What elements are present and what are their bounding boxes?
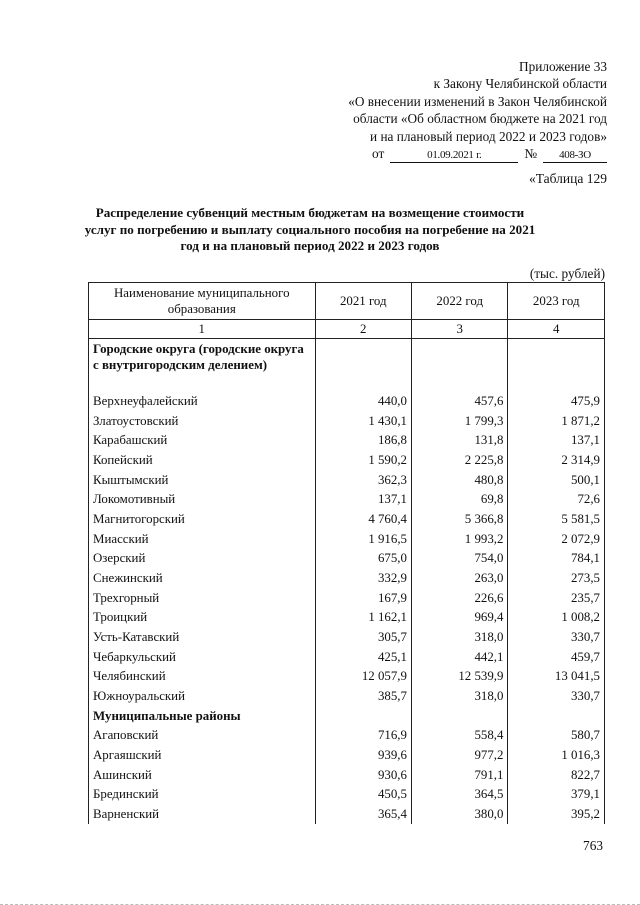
section-title: Городские округа (городские округа с внутригородским делением) [89, 339, 316, 392]
value-2023: 330,7 [508, 627, 605, 647]
column-header-2023: 2023 год [508, 283, 605, 320]
column-number: 2 [315, 320, 411, 339]
column-header-2022: 2022 год [411, 283, 507, 320]
value-2021: 365,4 [315, 804, 411, 824]
value-2021: 675,0 [315, 548, 411, 568]
column-number-row [89, 320, 605, 339]
table-reference: «Таблица 129 [529, 171, 607, 186]
value-2023: 580,7 [508, 725, 605, 745]
municipality-name: Златоустовский [89, 411, 316, 431]
value-2022: 131,8 [411, 430, 507, 450]
value-2022: 969,4 [411, 607, 507, 627]
header-line: к Закону Челябинской области [433, 76, 607, 92]
column-number: 4 [508, 320, 605, 339]
value-2021: 137,1 [315, 489, 411, 509]
law-date: 01.09.2021 г. [390, 149, 518, 163]
table-row [89, 411, 605, 431]
value-2022: 1 993,2 [411, 529, 507, 549]
municipality-name: Снежинский [89, 568, 316, 588]
municipality-name: Аргаяшский [89, 745, 316, 765]
value-2023: 475,9 [508, 391, 605, 411]
value-2022: 5 366,8 [411, 509, 507, 529]
value-2022: 791,1 [411, 765, 507, 785]
column-header-2021: 2021 год [315, 283, 411, 320]
empty-cell [315, 706, 411, 726]
value-2021: 362,3 [315, 470, 411, 490]
value-2023: 379,1 [508, 784, 605, 804]
value-2022: 263,0 [411, 568, 507, 588]
table-row [89, 509, 605, 529]
value-2021: 4 760,4 [315, 509, 411, 529]
municipality-name: Кыштымский [89, 470, 316, 490]
table-row [89, 607, 605, 627]
section-row-city-districts [89, 339, 605, 392]
value-2023: 1 008,2 [508, 607, 605, 627]
value-2023: 13 041,5 [508, 666, 605, 686]
empty-cell [508, 706, 605, 726]
municipality-name: Варненский [89, 804, 316, 824]
table-row [89, 489, 605, 509]
table-row [89, 450, 605, 470]
municipality-name: Озерский [89, 548, 316, 568]
municipality-name: Брединский [89, 784, 316, 804]
table-row [89, 529, 605, 549]
table-row [89, 588, 605, 608]
table-row [89, 666, 605, 686]
value-2021: 440,0 [315, 391, 411, 411]
municipality-name: Магнитогорский [89, 509, 316, 529]
empty-cell [508, 339, 605, 392]
value-2023: 5 581,5 [508, 509, 605, 529]
header-line: области «Об областном бюджете на 2021 год [353, 111, 607, 127]
value-2023: 822,7 [508, 765, 605, 785]
value-2023: 330,7 [508, 686, 605, 706]
table-row [89, 627, 605, 647]
value-2023: 2 072,9 [508, 529, 605, 549]
municipality-name: Троицкий [89, 607, 316, 627]
value-2021: 167,9 [315, 588, 411, 608]
table-row [89, 804, 605, 824]
value-2022: 2 225,8 [411, 450, 507, 470]
value-2022: 364,5 [411, 784, 507, 804]
value-2022: 977,2 [411, 745, 507, 765]
value-2023: 137,1 [508, 430, 605, 450]
value-2022: 226,6 [411, 588, 507, 608]
value-2023: 72,6 [508, 489, 605, 509]
table-row [89, 548, 605, 568]
value-2023: 395,2 [508, 804, 605, 824]
table-row [89, 686, 605, 706]
value-2022: 69,8 [411, 489, 507, 509]
municipality-name: Челябинский [89, 666, 316, 686]
municipality-name: Карабашский [89, 430, 316, 450]
units-label: (тыс. рублей) [529, 266, 605, 281]
table-row [89, 765, 605, 785]
value-2023: 1 871,2 [508, 411, 605, 431]
empty-cell [315, 339, 411, 392]
municipality-name: Трехгорный [89, 588, 316, 608]
value-2021: 385,7 [315, 686, 411, 706]
table-row [89, 568, 605, 588]
value-2022: 558,4 [411, 725, 507, 745]
value-2023: 235,7 [508, 588, 605, 608]
law-number: 408-ЗО [543, 149, 607, 163]
value-2022: 12 539,9 [411, 666, 507, 686]
table-row [89, 745, 605, 765]
value-2021: 450,5 [315, 784, 411, 804]
value-2021: 12 057,9 [315, 666, 411, 686]
number-label: № [524, 146, 537, 162]
value-2022: 457,6 [411, 391, 507, 411]
value-2022: 1 799,3 [411, 411, 507, 431]
table-row [89, 647, 605, 667]
document-title: Распределение субвенций местным бюджетам на возмещение стоимости услуг по погребению и выплату социального пособия на погребение на 2021 год и на плановый период 2022 и 2023 годов [84, 205, 536, 253]
municipality-name: Локомотивный [89, 489, 316, 509]
header-line: «О внесении изменений в Закон Челябинской [348, 93, 607, 109]
table-row [89, 725, 605, 745]
value-2022: 380,0 [411, 804, 507, 824]
table-body [89, 283, 605, 824]
value-2021: 1 430,1 [315, 411, 411, 431]
municipality-name: Агаповский [89, 725, 316, 745]
municipality-name: Усть-Катавский [89, 627, 316, 647]
column-header-name: Наименование муниципального образования [89, 283, 316, 320]
municipality-name: Копейский [89, 450, 316, 470]
value-2023: 784,1 [508, 548, 605, 568]
municipality-name: Чебаркульский [89, 647, 316, 667]
from-label: от [372, 146, 385, 162]
appendix-header [277, 58, 607, 163]
value-2022: 442,1 [411, 647, 507, 667]
header-line: и на плановый период 2022 и 2023 годов» [370, 128, 607, 144]
value-2023: 2 314,9 [508, 450, 605, 470]
value-2022: 318,0 [411, 686, 507, 706]
subsidy-table [88, 282, 605, 824]
value-2022: 754,0 [411, 548, 507, 568]
page-number: 763 [583, 838, 603, 853]
section-row-municipal-districts [89, 706, 605, 726]
value-2023: 273,5 [508, 568, 605, 588]
value-2021: 939,6 [315, 745, 411, 765]
value-2023: 459,7 [508, 647, 605, 667]
table-row [89, 430, 605, 450]
table-row [89, 784, 605, 804]
header-line: Приложение 33 [519, 59, 607, 74]
empty-cell [411, 339, 507, 392]
table-header-row [89, 283, 605, 320]
value-2021: 1 590,2 [315, 450, 411, 470]
municipality-name: Миасский [89, 529, 316, 549]
table-row [89, 391, 605, 411]
municipality-name: Верхнеуфалейский [89, 391, 316, 411]
section-title: Муниципальные районы [89, 706, 316, 726]
municipality-name: Южноуральский [89, 686, 316, 706]
value-2021: 716,9 [315, 725, 411, 745]
column-number: 1 [89, 320, 316, 339]
table-row [89, 470, 605, 490]
municipality-name: Ашинский [89, 765, 316, 785]
value-2021: 425,1 [315, 647, 411, 667]
value-2023: 1 016,3 [508, 745, 605, 765]
empty-cell [411, 706, 507, 726]
value-2021: 186,8 [315, 430, 411, 450]
law-date-number-line [277, 145, 607, 163]
value-2021: 332,9 [315, 568, 411, 588]
value-2021: 1 162,1 [315, 607, 411, 627]
value-2022: 480,8 [411, 470, 507, 490]
column-number: 3 [411, 320, 507, 339]
value-2021: 1 916,5 [315, 529, 411, 549]
value-2023: 500,1 [508, 470, 605, 490]
value-2021: 930,6 [315, 765, 411, 785]
value-2022: 318,0 [411, 627, 507, 647]
value-2021: 305,7 [315, 627, 411, 647]
